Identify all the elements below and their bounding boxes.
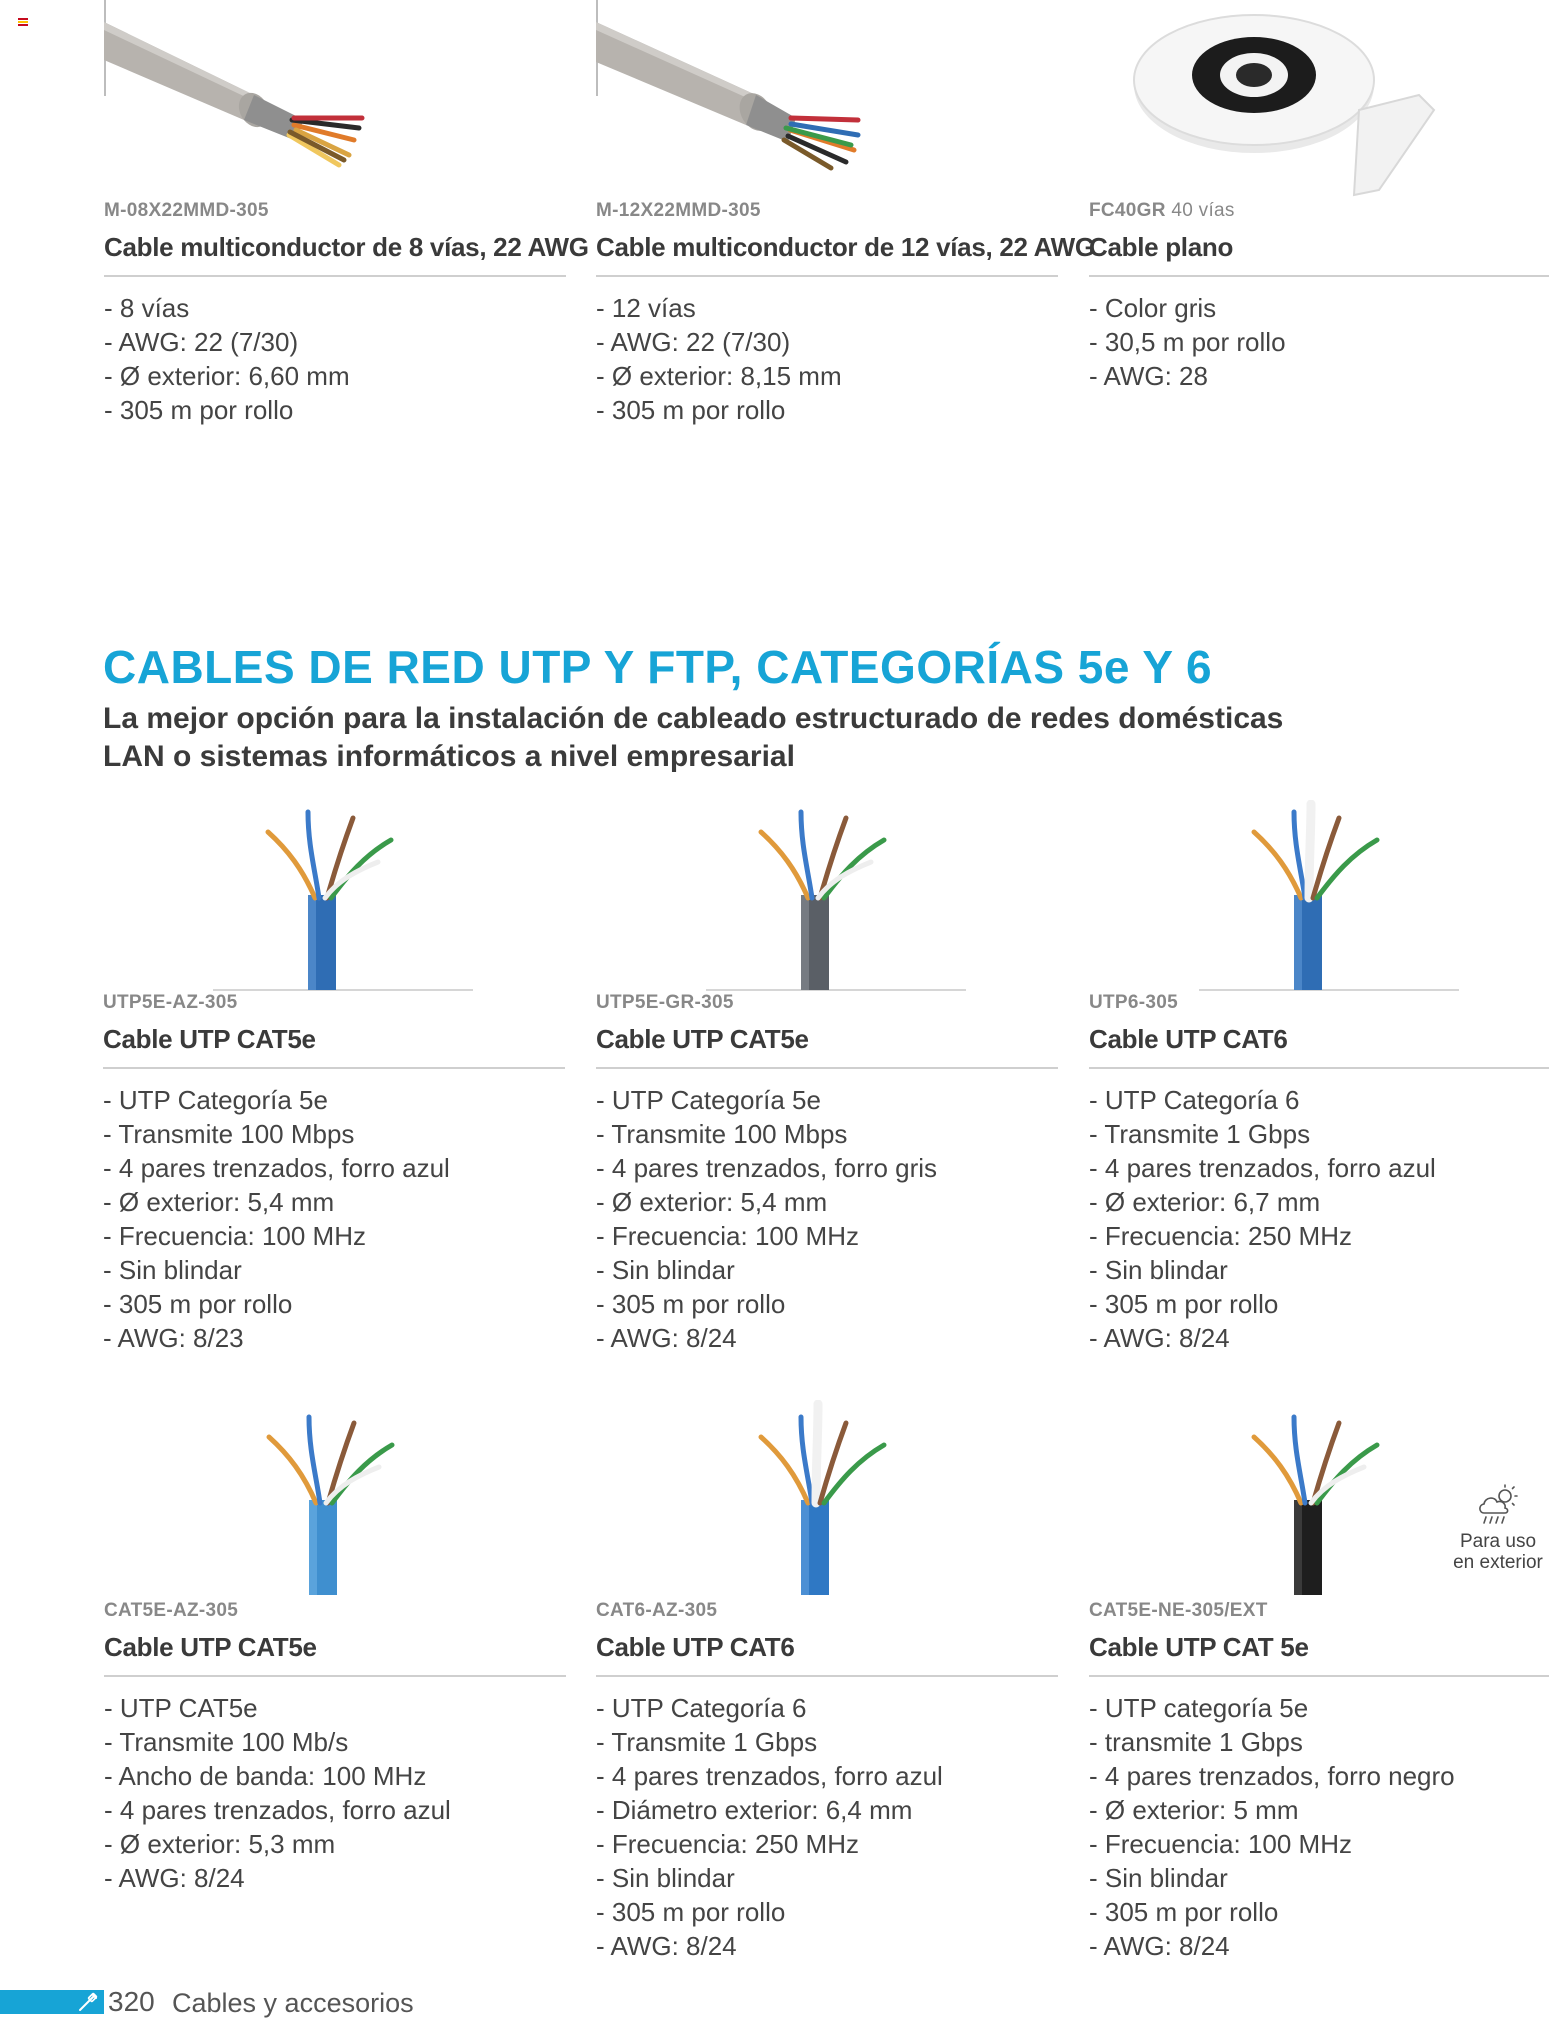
product-code: CAT6-AZ-305 [596, 1600, 718, 1621]
feature-item: - Ø exterior: 6,60 mm [104, 361, 350, 391]
feature-item: - Sin blindar [596, 1863, 735, 1893]
feature-item: - Ø exterior: 5 mm [1089, 1795, 1299, 1825]
feature-list [103, 1083, 565, 1355]
feature-item: - UTP CAT5e [104, 1693, 258, 1723]
feature-item: - 30,5 m por rollo [1089, 327, 1286, 357]
product-card [596, 0, 1095, 427]
feature-item: - Sin blindar [1089, 1863, 1228, 1893]
section-subtitle-line: La mejor opción para la instalación de cableado estructurado de redes domésticas [103, 702, 1284, 735]
utp-cable-image [103, 800, 565, 992]
product-card [1089, 0, 1549, 393]
feature-item: - Ø exterior: 5,4 mm [596, 1187, 828, 1217]
product-code: CAT5E-AZ-305 [104, 1600, 239, 1621]
product-code-suffix: 40 vías [1171, 200, 1235, 221]
product-name: Cable plano [1089, 232, 1549, 277]
utp-cable-image [104, 1400, 566, 1600]
feature-item: - 4 pares trenzados, forro azul [596, 1761, 943, 1791]
feature-item: - 4 pares trenzados, forro gris [596, 1153, 938, 1183]
feature-item: - 8 vías [104, 293, 190, 323]
feature-item: - Sin blindar [1089, 1255, 1228, 1285]
product-card [596, 1400, 1058, 1963]
feature-item: - 4 pares trenzados, forro negro [1089, 1761, 1455, 1791]
feature-item: - Ø exterior: 5,3 mm [104, 1829, 336, 1859]
feature-item: - Diámetro exterior: 6,4 mm [596, 1795, 913, 1825]
product-name: Cable multiconductor de 8 vías, 22 AWG [104, 232, 566, 277]
feature-item: - AWG: 28 [1089, 361, 1208, 391]
feature-item: - 12 vías [596, 293, 696, 323]
feature-item: - AWG: 22 (7/30) [596, 327, 791, 357]
footer-accent-bar [0, 1990, 104, 2014]
feature-item: - Transmite 1 Gbps [596, 1727, 818, 1757]
feature-item: - AWG: 8/24 [596, 1323, 737, 1353]
feature-item: - 305 m por rollo [596, 395, 786, 425]
product-name: Cable UTP CAT6 [596, 1632, 1058, 1677]
cloud-rain-sun-icon [1475, 1483, 1521, 1527]
feature-item: - Frecuencia: 100 MHz [596, 1221, 859, 1251]
feature-item: - 305 m por rollo [596, 1897, 786, 1927]
feature-item: - 305 m por rollo [596, 1289, 786, 1319]
feature-item: - 305 m por rollo [1089, 1289, 1279, 1319]
feature-item: - Frecuencia: 100 MHz [103, 1221, 366, 1251]
feature-list [104, 1691, 566, 1895]
feature-item: - AWG: 8/23 [103, 1323, 244, 1353]
feature-item: - AWG: 8/24 [596, 1931, 737, 1961]
flat-cable-roll-image [1089, 0, 1549, 200]
product-code [1089, 200, 1549, 222]
feature-item: - UTP Categoría 5e [103, 1085, 328, 1115]
product-card [596, 800, 1058, 1355]
section-subtitle-line: LAN o sistemas informáticos a nivel empresarial [103, 740, 795, 773]
feature-item: - 305 m por rollo [104, 395, 294, 425]
feature-item: - Ø exterior: 6,7 mm [1089, 1187, 1321, 1217]
outdoor-use-badge [1448, 1483, 1548, 1573]
feature-item: - 305 m por rollo [1089, 1897, 1279, 1927]
feature-item: - AWG: 8/24 [1089, 1323, 1230, 1353]
feature-list [596, 291, 1058, 427]
product-card [104, 1400, 566, 1895]
product-card [104, 0, 589, 427]
product-name: Cable multiconductor de 12 vías, 22 AWG [596, 232, 1058, 277]
product-code-id: FC40GR [1089, 200, 1166, 221]
utp-cable-image [1089, 800, 1549, 992]
feature-item: - Frecuencia: 250 MHz [596, 1829, 859, 1859]
product-code: M-12X22MMD-305 [596, 200, 761, 221]
page-number: 320 [108, 1986, 155, 2017]
feature-list [1089, 1691, 1549, 1963]
product-name: Cable UTP CAT6 [1089, 1024, 1549, 1069]
utp-cable-image [596, 1400, 1058, 1600]
section-title: CABLES DE RED UTP Y FTP, CATEGORÍAS 5e Y 6 [103, 641, 1213, 693]
outdoor-label-line: en exterior [1453, 1552, 1543, 1573]
feature-list [596, 1691, 1058, 1963]
feature-item: - Transmite 100 Mb/s [104, 1727, 349, 1757]
feature-item: - Ø exterior: 5,4 mm [103, 1187, 335, 1217]
product-name: Cable UTP CAT5e [596, 1024, 1058, 1069]
outdoor-label-line: Para uso [1459, 1531, 1537, 1552]
feature-item: - 4 pares trenzados, forro azul [1089, 1153, 1436, 1183]
feature-item: - UTP Categoría 5e [596, 1085, 821, 1115]
feature-item: - Sin blindar [596, 1255, 735, 1285]
cable-icon [76, 1990, 100, 2014]
feature-item: - 4 pares trenzados, forro azul [104, 1795, 451, 1825]
feature-item: - 305 m por rollo [103, 1289, 293, 1319]
feature-item: - Transmite 100 Mbps [103, 1119, 355, 1149]
product-card [1089, 800, 1549, 1355]
feature-item: - Frecuencia: 100 MHz [1089, 1829, 1352, 1859]
feature-item: - UTP Categoría 6 [1089, 1085, 1300, 1115]
product-code: CAT5E-NE-305/EXT [1089, 1600, 1268, 1621]
feature-item: - AWG: 8/24 [1089, 1931, 1230, 1961]
section-subtitle [103, 700, 1303, 776]
feature-item: - AWG: 22 (7/30) [104, 327, 299, 357]
feature-item: - UTP Categoría 6 [596, 1693, 807, 1723]
product-name: Cable UTP CAT 5e [1089, 1632, 1549, 1677]
feature-list [104, 291, 566, 427]
product-code: UTP6-305 [1089, 992, 1178, 1013]
page-footer [0, 1986, 600, 2020]
footer-label: Cables y accesorios [172, 1988, 414, 2018]
feature-list [1089, 291, 1549, 393]
feature-item: - Frecuencia: 250 MHz [1089, 1221, 1352, 1251]
product-name: Cable UTP CAT5e [104, 1632, 566, 1677]
feature-item: - 4 pares trenzados, forro azul [103, 1153, 450, 1183]
feature-item: - AWG: 8/24 [104, 1863, 245, 1893]
feature-list [596, 1083, 1058, 1355]
feature-item: - Transmite 100 Mbps [596, 1119, 848, 1149]
product-code: UTP5E-GR-305 [596, 992, 734, 1013]
feature-item: - Color gris [1089, 293, 1217, 323]
feature-item: - Sin blindar [103, 1255, 242, 1285]
feature-item: - transmite 1 Gbps [1089, 1727, 1303, 1757]
utp-cable-image [596, 800, 1058, 992]
product-code: M-08X22MMD-305 [104, 200, 269, 221]
multiconductor-cable-image [104, 0, 566, 200]
flag-icon [18, 18, 28, 26]
feature-item: - Ancho de banda: 100 MHz [104, 1761, 427, 1791]
product-card [103, 800, 565, 1355]
product-code: UTP5E-AZ-305 [103, 992, 238, 1013]
feature-list [1089, 1083, 1549, 1355]
feature-item: - Transmite 1 Gbps [1089, 1119, 1311, 1149]
feature-item: - UTP categoría 5e [1089, 1693, 1309, 1723]
multiconductor-cable-image [596, 0, 1058, 200]
feature-item: - Ø exterior: 8,15 mm [596, 361, 842, 391]
product-name: Cable UTP CAT5e [103, 1024, 565, 1069]
